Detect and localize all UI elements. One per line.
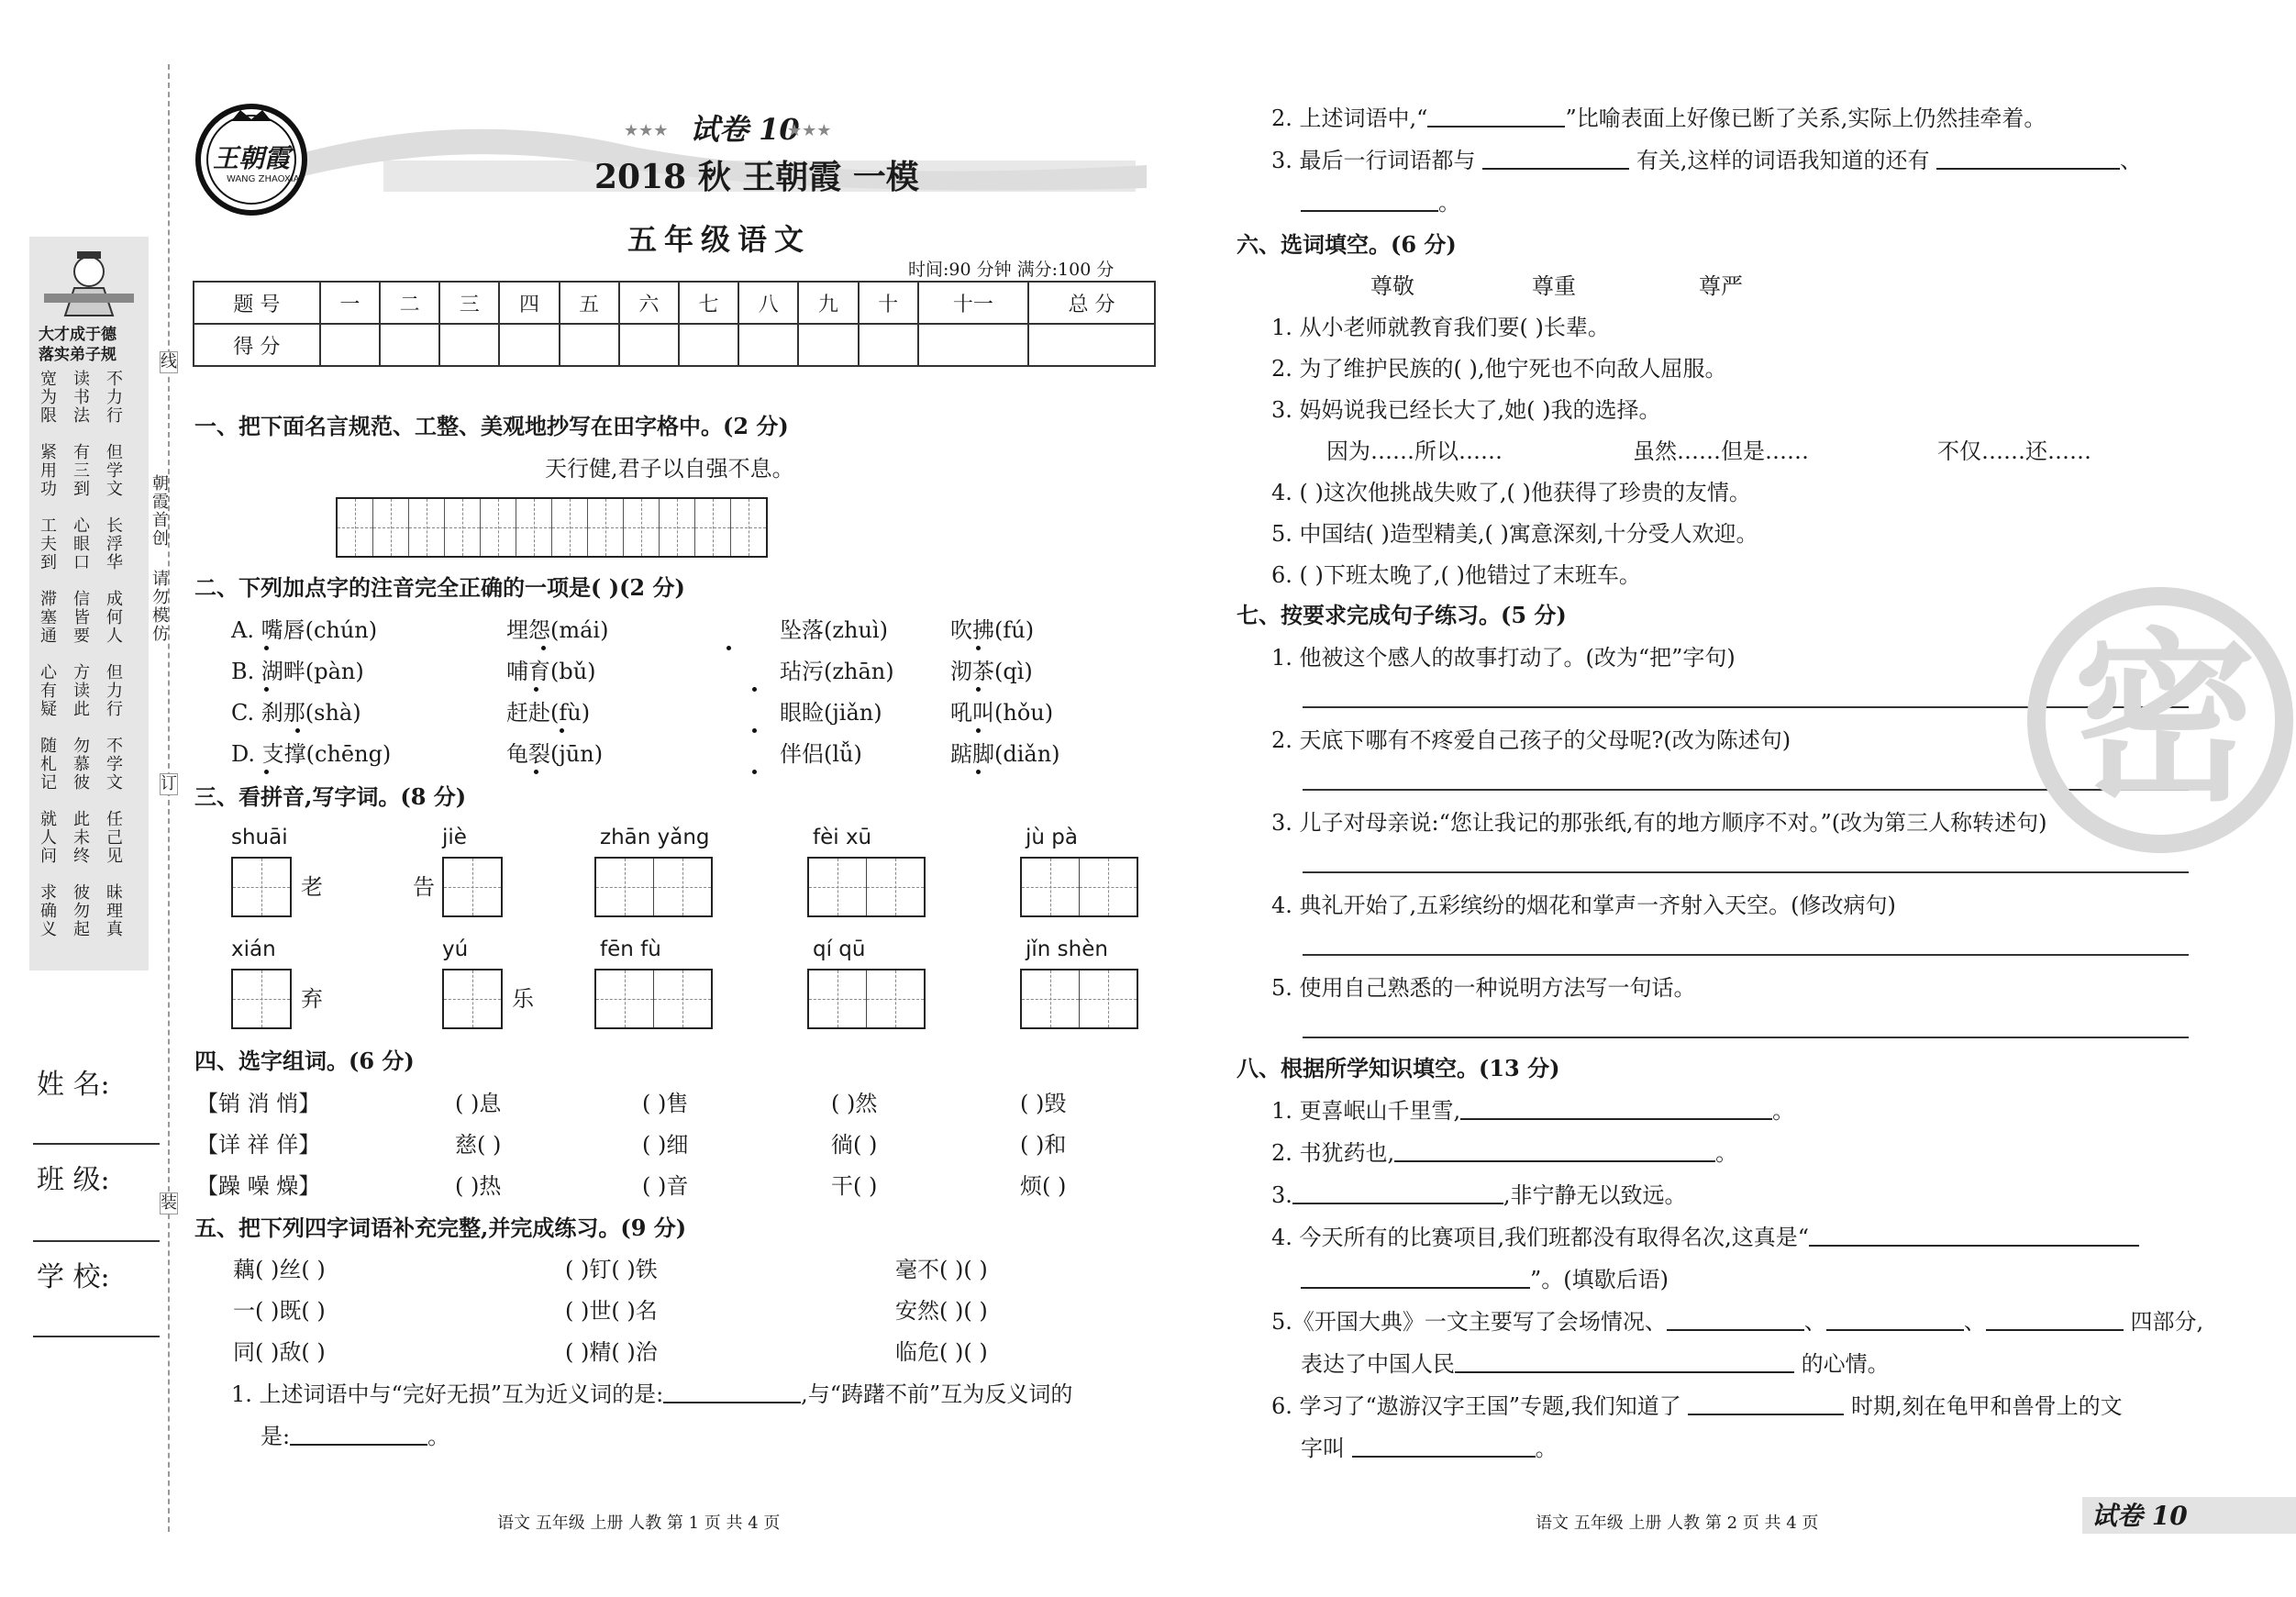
s4-item: ( )然 xyxy=(831,1091,878,1116)
s2-option: 坠落(zhuì) xyxy=(780,617,888,643)
emphasis-dot xyxy=(976,728,981,733)
s8-item-5: 5.《开国大典》一文主要写了会场情况、 、 、 四部分, xyxy=(1271,1309,2204,1335)
s4-item: ( )和 xyxy=(1020,1132,1067,1158)
s2-option: 沏茶(qì) xyxy=(950,659,1033,684)
emphasis-dot xyxy=(976,687,981,692)
s7-item: 4. 典礼开始了,五彩缤纷的烟花和掌声一齐射入天空。(修改病句) xyxy=(1271,893,1896,918)
s3-pinyin: shuāi xyxy=(231,826,288,849)
s5-idiom: 毫不( )( ) xyxy=(895,1257,988,1282)
exam-title: 2018 秋 王朝霞 一模 xyxy=(594,158,919,196)
score-label-cell: 得 分 xyxy=(194,324,320,366)
score-header-cell: 一 xyxy=(320,282,380,324)
s6-word-option: 尊敬 xyxy=(1370,273,1414,299)
s5-idiom: 一( )既( ) xyxy=(233,1298,326,1324)
score-cell[interactable] xyxy=(918,324,1028,366)
footer-badge: 试卷 10 xyxy=(2091,1501,2188,1531)
score-header-cell: 总 分 xyxy=(1028,282,1155,324)
score-cell[interactable] xyxy=(798,324,858,366)
s4-item: 干( ) xyxy=(831,1173,878,1199)
score-header-cell: 四 xyxy=(499,282,559,324)
s6-item: 6. ( )下班太晚了,( )他错过了末班车。 xyxy=(1271,562,1641,588)
s8-blank-3[interactable] xyxy=(1292,1182,1503,1204)
tianzi-cell[interactable] xyxy=(444,859,501,915)
emphasis-dot xyxy=(752,687,757,692)
s6-word-option: 不仅……还…… xyxy=(1937,438,2091,464)
name-field[interactable] xyxy=(33,1143,160,1145)
s4-item: ( )音 xyxy=(642,1173,689,1199)
score-cell[interactable] xyxy=(679,324,738,366)
s8-blank-4b[interactable] xyxy=(1301,1267,1530,1289)
motto-text: 滞塞通 xyxy=(40,590,57,646)
motto-text: 任己见 xyxy=(106,810,123,866)
s4-title: 四、选字组词。(6 分) xyxy=(194,1048,415,1074)
tianzi-cell[interactable] xyxy=(654,859,711,915)
slogan-2: 落实弟子规 xyxy=(39,346,116,364)
tianzi-cell[interactable] xyxy=(233,970,290,1027)
s5-q1-cont: 是: 。 xyxy=(261,1424,450,1449)
s3-pinyin: fèi xū xyxy=(813,826,872,849)
s2-option: 吹拂(fú) xyxy=(950,617,1035,643)
side-mark-original: 朝霞首创 xyxy=(152,474,169,549)
tianzi-cell[interactable] xyxy=(624,499,660,556)
s3-given-char: 乐 xyxy=(512,986,534,1012)
emphasis-dot xyxy=(534,687,538,692)
s7-answer-line[interactable] xyxy=(1303,1037,2189,1038)
s3-writing-box[interactable] xyxy=(442,969,503,1029)
s8-blank-5a[interactable] xyxy=(1667,1309,1804,1331)
s5-q3-blank3[interactable] xyxy=(1301,190,1438,212)
s2-option: 埋怨(mái) xyxy=(506,617,609,643)
school-field[interactable] xyxy=(33,1336,160,1337)
s6-item: 1. 从小老师就教育我们要( )长辈。 xyxy=(1271,315,1610,340)
s8-blank-1[interactable] xyxy=(1460,1098,1772,1120)
motto-text: 彼勿起 xyxy=(73,883,90,939)
s2-option: 龟裂(jūn) xyxy=(506,741,604,767)
s7-item: 2. 天底下哪有不疼爱自己孩子的父母呢?(改为陈述句) xyxy=(1271,727,1791,753)
motto-text: 心眼口 xyxy=(73,516,90,572)
score-cell[interactable] xyxy=(1028,324,1155,366)
tianzi-cell[interactable] xyxy=(588,499,624,556)
time-info: 时间:90 分钟 满分:100 分 xyxy=(908,260,1115,280)
tianzi-cell[interactable] xyxy=(445,499,481,556)
s4-item: 慈( ) xyxy=(455,1132,502,1158)
tianzi-cell[interactable] xyxy=(867,859,924,915)
s6-word-option: 因为……所以…… xyxy=(1326,438,1503,464)
s6-item: 4. ( )这次他挑战失败了,( )他获得了珍贵的友情。 xyxy=(1271,480,1751,505)
s8-blank-6b[interactable] xyxy=(1352,1436,1536,1458)
s4-item: 【详 祥 佯】 xyxy=(196,1132,321,1158)
side-mark-no-copy: 请勿模仿 xyxy=(152,570,169,644)
paper-number: 试卷 10 xyxy=(690,112,800,147)
score-header-cell: 七 xyxy=(679,282,738,324)
s5-idiom: 安然( )( ) xyxy=(895,1298,988,1324)
s3-writing-box[interactable] xyxy=(594,969,713,1029)
side-mark-zhuang: 装 xyxy=(161,1193,177,1213)
s2-option: 踮脚(diǎn) xyxy=(950,741,1060,767)
tianzi-cell[interactable] xyxy=(867,970,924,1027)
s5-q1-blank2[interactable] xyxy=(290,1424,427,1446)
s6-word-option: 尊严 xyxy=(1699,273,1743,299)
s1-title: 一、把下面名言规范、工整、美观地抄写在田字格中。(2 分) xyxy=(194,413,789,439)
s8-blank-6a[interactable] xyxy=(1688,1393,1844,1415)
side-mark-xian: 线 xyxy=(161,352,177,372)
side-mark-ding: 订 xyxy=(161,774,177,793)
s5-idiom: 藕( )丝( ) xyxy=(233,1257,326,1282)
secret-stamp-char: 密 xyxy=(2073,613,2257,826)
score-header-cell: 六 xyxy=(619,282,679,324)
s3-writing-box[interactable] xyxy=(1020,857,1138,917)
s5-idiom: ( )钉( )铁 xyxy=(565,1257,658,1282)
score-header-cell: 十 xyxy=(859,282,918,324)
motto-text: 读书法 xyxy=(73,370,90,426)
s2-title: 二、下列加点字的注音完全正确的一项是( )(2 分) xyxy=(194,574,685,601)
s8-item-4-cont: ”。(填歇后语) xyxy=(1301,1266,1669,1293)
s3-pinyin: jù pà xyxy=(1026,826,1078,849)
s2-option: 眼睑(jiǎn) xyxy=(780,700,882,726)
s3-writing-box[interactable] xyxy=(231,969,292,1029)
s5-idiom: 同( )敌( ) xyxy=(233,1339,326,1365)
tianzi-cell[interactable] xyxy=(1022,970,1080,1027)
tianzi-cell[interactable] xyxy=(516,499,552,556)
s2-option: 吼叫(hǒu) xyxy=(950,700,1054,726)
score-cell[interactable] xyxy=(619,324,679,366)
s5-title: 五、把下列四字词语补充完整,并完成练习。(9 分) xyxy=(194,1214,687,1241)
emphasis-dot xyxy=(295,728,300,733)
s4-item: 徜( ) xyxy=(831,1132,878,1158)
motto-text: 求确义 xyxy=(40,883,57,939)
s8-blank-5d[interactable] xyxy=(1455,1351,1794,1373)
s5-q2: 2. 上述词语中,“ ”比喻表面上好像已断了关系,实际上仍然挂牵着。 xyxy=(1271,105,2046,131)
motto-text: 信皆要 xyxy=(73,590,90,646)
tianzi-cell[interactable] xyxy=(660,499,695,556)
s5-idiom: ( )世( )名 xyxy=(565,1298,658,1324)
s3-given-char: 告 xyxy=(413,874,435,900)
s8-item-5-cont: 表达了中国人民 的心情。 xyxy=(1301,1351,1890,1377)
score-cell[interactable] xyxy=(560,324,619,366)
motto-text: 此未终 xyxy=(73,810,90,866)
s6-word-option: 尊重 xyxy=(1532,273,1576,299)
score-header-cell: 题 号 xyxy=(194,282,320,324)
s3-writing-box[interactable] xyxy=(594,857,713,917)
motto-text: 勿慕彼 xyxy=(73,737,90,793)
emphasis-dot xyxy=(534,770,538,774)
s8-item-3: 3. ,非宁静无以致远。 xyxy=(1271,1182,1687,1208)
tianzi-cell[interactable] xyxy=(695,499,731,556)
s3-title: 三、看拼音,写字词。(8 分) xyxy=(194,783,467,810)
s3-pinyin: yú xyxy=(442,937,469,961)
tianzi-cell[interactable] xyxy=(731,499,766,556)
stars-right: ★★★ xyxy=(787,121,832,140)
s4-item: 烦( ) xyxy=(1020,1173,1067,1199)
score-header-cell: 九 xyxy=(798,282,858,324)
s7-answer-line[interactable] xyxy=(1303,954,2189,956)
motto-text: 昧理真 xyxy=(106,883,123,939)
score-header-cell: 十一 xyxy=(918,282,1028,324)
s4-item: ( )毁 xyxy=(1020,1091,1067,1116)
s8-item-2: 2. 书犹药也, 。 xyxy=(1271,1140,1738,1166)
s1-quote: 天行健,君子以自强不息。 xyxy=(545,456,794,482)
s8-blank-5b[interactable] xyxy=(1826,1309,1964,1331)
s2-option: 伴侣(lǚ) xyxy=(780,741,862,767)
s4-item: 【销 消 悄】 xyxy=(196,1091,321,1116)
motto-text: 就人问 xyxy=(40,810,57,866)
s6-word-option: 虽然……但是…… xyxy=(1633,438,1809,464)
emphasis-dot xyxy=(727,646,731,650)
s2-option: C. 刹那(shà) xyxy=(231,700,361,726)
motto-text: 宽为限 xyxy=(40,370,57,426)
s4-item: ( )热 xyxy=(455,1173,502,1199)
tianzi-cell[interactable] xyxy=(1022,859,1080,915)
s5-q3: 3. 最后一行词语都与 有关,这样的词语我知道的还有 、 xyxy=(1271,148,2143,173)
score-cell[interactable] xyxy=(320,324,380,366)
emphasis-dot xyxy=(976,646,981,650)
tianzi-cell[interactable] xyxy=(654,970,711,1027)
s3-writing-box[interactable] xyxy=(1020,969,1138,1029)
tianzi-cell[interactable] xyxy=(596,859,654,915)
class-label: 班 级: xyxy=(37,1164,110,1196)
s8-blank-4a[interactable] xyxy=(1809,1225,2139,1247)
motto-text: 工夫到 xyxy=(40,516,57,572)
s4-item: ( )息 xyxy=(455,1091,502,1116)
tianzi-cell[interactable] xyxy=(809,970,867,1027)
emphasis-dot xyxy=(976,770,981,774)
emphasis-dot xyxy=(752,728,757,733)
tianzi-cell[interactable] xyxy=(552,499,588,556)
emphasis-dot xyxy=(264,770,269,774)
s4-item: 【躁 噪 燥】 xyxy=(196,1173,321,1199)
binding-dashed-line xyxy=(168,64,170,1532)
score-table xyxy=(193,281,1156,367)
s3-pinyin: qí qū xyxy=(813,937,866,961)
s2-option: A. 嘴唇(chún) xyxy=(231,617,378,643)
s5-q2-blank[interactable] xyxy=(1427,105,1565,128)
s6-item: 3. 妈妈说我已经长大了,她( )我的选择。 xyxy=(1271,397,1661,423)
score-cell[interactable] xyxy=(439,324,499,366)
s8-blank-2[interactable] xyxy=(1394,1140,1715,1162)
s6-item: 5. 中国结( )造型精美,( )寓意深刻,十分受人欢迎。 xyxy=(1271,521,1758,547)
s8-item-4: 4. 今天所有的比赛项目,我们班都没有取得名次,这真是“ xyxy=(1271,1224,2139,1251)
logo-text: 王朝霞 xyxy=(213,143,291,173)
stars-left: ★★★ xyxy=(624,121,669,140)
logo-subtext: WANG ZHAOXIA xyxy=(227,174,300,184)
s6-title: 六、选词填空。(6 分) xyxy=(1237,231,1457,258)
s3-pinyin: xián xyxy=(231,937,276,961)
s8-item-6: 6. 学习了“遨游汉字王国”专题,我们知道了 时期,刻在龟甲和兽骨上的文 xyxy=(1271,1393,2123,1419)
s4-item: ( )售 xyxy=(642,1091,689,1116)
s5-q1-blank1[interactable] xyxy=(663,1381,801,1403)
s2-option: 赶赴(fù) xyxy=(506,700,591,726)
s5-idiom: 临危( )( ) xyxy=(895,1339,988,1365)
tianzi-cell[interactable] xyxy=(481,499,516,556)
s8-item-6-cont: 字叫 。 xyxy=(1301,1436,1558,1461)
school-label: 学 校: xyxy=(37,1261,110,1293)
s3-writing-box[interactable] xyxy=(807,857,926,917)
s5-idiom: ( )精( )治 xyxy=(565,1339,658,1365)
tianzi-cell[interactable] xyxy=(809,859,867,915)
footer-right: 语文 五年级 上册 人教 第 2 页 共 4 页 xyxy=(1536,1514,1819,1533)
motto-panel xyxy=(29,237,149,970)
s3-writing-box[interactable] xyxy=(807,969,926,1029)
name-label: 姓 名: xyxy=(37,1069,110,1101)
tianzi-cell[interactable] xyxy=(338,499,373,556)
emphasis-dot xyxy=(560,728,564,733)
s3-given-char: 老 xyxy=(301,874,323,900)
s3-writing-box[interactable] xyxy=(442,857,503,917)
s8-item-1: 1. 更喜岷山千里雪, 。 xyxy=(1271,1098,1795,1124)
score-cell[interactable] xyxy=(380,324,439,366)
tianzi-cell[interactable] xyxy=(409,499,445,556)
s3-pinyin: jiè xyxy=(442,826,467,849)
tianzi-cell[interactable] xyxy=(596,970,654,1027)
score-header-cell: 二 xyxy=(380,282,439,324)
s8-blank-5c[interactable] xyxy=(1986,1309,2124,1331)
tianzi-cell[interactable] xyxy=(444,970,501,1027)
s2-option: D. 支撑(chēng) xyxy=(231,741,392,767)
score-header-cell: 八 xyxy=(738,282,798,324)
motto-text: 不学文 xyxy=(106,737,123,793)
score-header-cell: 五 xyxy=(560,282,619,324)
tianzi-cell[interactable] xyxy=(1080,970,1137,1027)
secret-stamp xyxy=(2027,587,2293,853)
motto-text: 长浮华 xyxy=(106,516,123,572)
s7-answer-line[interactable] xyxy=(1303,871,2189,873)
scholar-figure-icon xyxy=(42,248,136,317)
s7-item: 1. 他被这个感人的故事打动了。(改为“把”字句) xyxy=(1271,645,1736,671)
slogan-1: 大才成于德 xyxy=(39,326,116,344)
s3-pinyin: zhān yǎng xyxy=(600,826,710,849)
tianzi-cell[interactable] xyxy=(1080,859,1137,915)
s8-title: 八、根据所学知识填空。(13 分) xyxy=(1237,1055,1560,1081)
motto-text: 但力行 xyxy=(106,663,123,719)
score-header-cell: 三 xyxy=(439,282,499,324)
footer-left: 语文 五年级 上册 人教 第 1 页 共 4 页 xyxy=(497,1514,781,1533)
s5-q3-cont: 。 xyxy=(1301,189,1460,216)
score-cell[interactable] xyxy=(859,324,918,366)
emphasis-dot xyxy=(264,687,269,692)
motto-text: 随札记 xyxy=(40,737,57,793)
motto-text: 心有疑 xyxy=(40,663,57,719)
s3-given-char: 弃 xyxy=(301,986,323,1012)
motto-text: 方读此 xyxy=(73,663,90,719)
s7-item: 5. 使用自己熟悉的一种说明方法写一句话。 xyxy=(1271,975,1696,1001)
score-cell[interactable] xyxy=(499,324,559,366)
motto-text: 有三到 xyxy=(73,443,90,499)
s2-option: 哺育(bǔ) xyxy=(506,659,596,684)
s3-pinyin: fēn fù xyxy=(600,937,661,961)
emphasis-dot xyxy=(264,646,269,650)
class-field[interactable] xyxy=(33,1240,160,1242)
tianzi-cell[interactable] xyxy=(233,859,290,915)
s5-q3-blank1[interactable] xyxy=(1482,148,1629,170)
s6-item: 2. 为了维护民族的( ),他宁死也不向敌人屈服。 xyxy=(1271,356,1727,382)
motto-text: 紧用功 xyxy=(40,443,57,499)
s5-q1: 1. 上述词语中与“完好无损”互为近义词的是: ,与“踌躇不前”互为反义词的 xyxy=(231,1381,1073,1407)
s3-writing-box[interactable] xyxy=(231,857,292,917)
score-cell[interactable] xyxy=(738,324,798,366)
s4-item: ( )细 xyxy=(642,1132,689,1158)
tianzi-cell[interactable] xyxy=(373,499,409,556)
s3-pinyin: jǐn shèn xyxy=(1026,937,1108,961)
s2-option: 玷污(zhān) xyxy=(780,659,894,684)
s7-title: 七、按要求完成句子练习。(5 分) xyxy=(1237,602,1567,628)
motto-text: 但学文 xyxy=(106,443,123,499)
emphasis-dot xyxy=(541,646,546,650)
subject-title: 五年级语文 xyxy=(627,222,812,257)
motto-text: 成何人 xyxy=(106,590,123,646)
s7-item: 3. 儿子对母亲说:“您让我记的那张纸,有的地方顺序不对。”(改为第三人称转述句) xyxy=(1271,810,2047,836)
copy-grid[interactable] xyxy=(336,497,768,558)
s2-option: B. 湖畔(pàn) xyxy=(231,659,364,684)
emphasis-dot xyxy=(752,770,757,774)
s5-q3-blank2[interactable] xyxy=(1936,148,2120,170)
motto-text: 不力行 xyxy=(106,370,123,426)
